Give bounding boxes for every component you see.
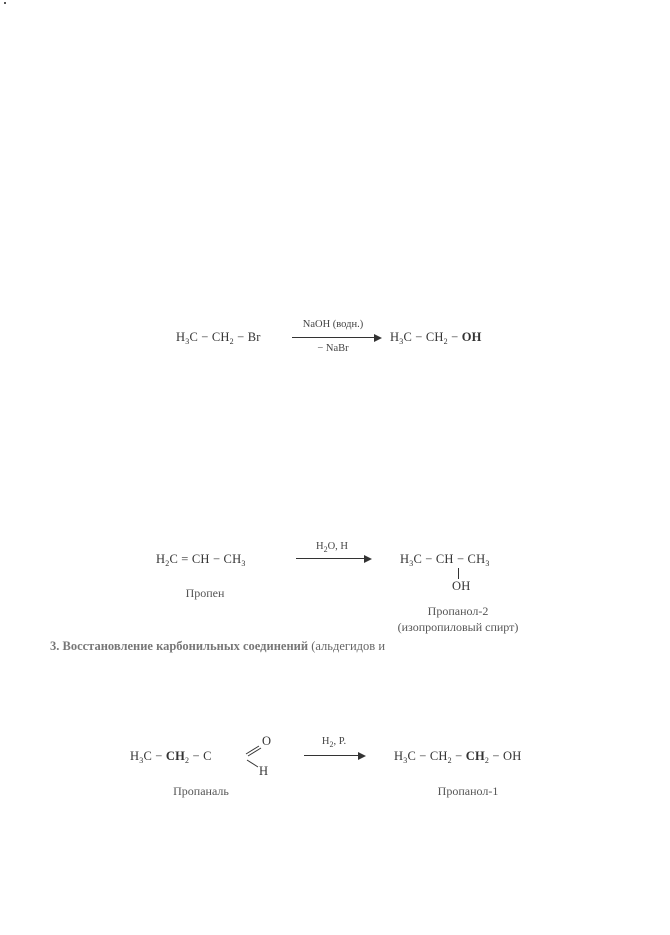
- reaction2-reactant: $H_2C$ = CH − $CH_3$: [156, 552, 246, 568]
- reaction2-reactant-name: Пропен: [185, 586, 225, 600]
- reaction3-product: $H_3C - CH_2 - CH_2$ − OH: [394, 749, 522, 765]
- reaction3-reactant-name: Пропаналь: [173, 784, 229, 798]
- reaction1-product: $H_3C - CH_2$ − OH: [390, 330, 482, 346]
- reaction2-product-name: Пропанол-2: [427, 604, 489, 618]
- page-speck: [4, 2, 6, 4]
- reaction1-reactant: $H_3C - CH_2 - Br$: [176, 330, 261, 346]
- section-heading-3: 3. Восстановление карбонильных соединений (альдегидов и: [50, 639, 386, 653]
- reaction1-arrow: [292, 337, 380, 338]
- reaction2-oh-bond: [458, 568, 459, 579]
- reaction3-product-name: Пропанол-1: [437, 784, 499, 798]
- reaction2-condition: $H_2O$, H: [315, 541, 348, 554]
- reaction3-reactant-h: H: [259, 764, 269, 778]
- reaction3-arrow: [304, 755, 364, 756]
- reaction3-reactant: $H_3C - CH_2 - C$: [130, 749, 212, 765]
- reaction1-condition-top: NaOH (водн.): [302, 319, 364, 330]
- reaction2-product: $H_3C$ − CH − $CH_3$: [400, 552, 490, 568]
- reaction1-condition-bottom: − NaBr: [317, 343, 349, 354]
- reaction2-product-name2: (изопропиловый спирт): [397, 620, 519, 634]
- reaction2-arrow: [296, 558, 370, 559]
- reaction3-condition: $H_2$, P.: [321, 736, 347, 749]
- reaction2-product-oh: OH: [452, 579, 471, 593]
- reaction3-reactant-o: O: [262, 734, 272, 748]
